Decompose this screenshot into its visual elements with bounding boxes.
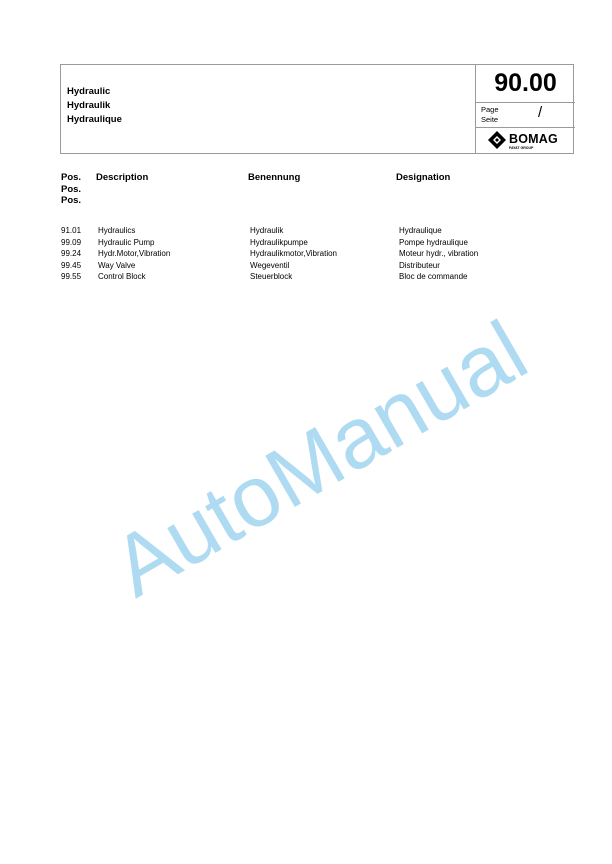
- page-cell: [476, 103, 575, 128]
- title-fr: Hydraulique: [67, 114, 122, 125]
- header-description: Description: [96, 172, 149, 183]
- row-description: Hydraulic Pump: [98, 237, 155, 247]
- row-description: Way Valve: [98, 260, 136, 270]
- row-benennung: Hydraulikpumpe: [250, 237, 308, 247]
- page-label-en: Page: [481, 105, 499, 114]
- row-designation: Pompe hydraulique: [399, 237, 468, 247]
- row-pos: 99.09: [61, 237, 82, 247]
- header-pos: Pos.: [61, 172, 82, 183]
- section-titles: [67, 85, 122, 127]
- logo-text: BOMAG: [509, 132, 558, 146]
- logo-subtext: FAYAT GROUP: [509, 146, 534, 150]
- row-benennung: Hydraulik: [250, 226, 284, 235]
- row-pos: 99.45: [61, 260, 82, 270]
- row-benennung: Wegeventil: [250, 260, 290, 270]
- watermark: AutoManual: [96, 302, 543, 616]
- row-description: Hydr.Motor,Vibration: [98, 249, 171, 258]
- page-label-de: Seite: [481, 115, 499, 124]
- table-row[interactable]: [60, 225, 580, 237]
- row-designation: Hydraulique: [399, 226, 442, 235]
- bomag-logo: [476, 128, 575, 154]
- table-row[interactable]: [60, 237, 580, 249]
- row-benennung: Steuerblock: [250, 272, 293, 281]
- title-en: Hydraulic: [67, 86, 111, 97]
- header-right-column: [475, 65, 575, 153]
- header-benennung: Benennung: [248, 172, 301, 183]
- row-designation: Distributeur: [399, 260, 440, 270]
- section-number: 90.00: [476, 65, 575, 103]
- header-box: [60, 64, 574, 154]
- title-de: Hydraulik: [67, 100, 111, 111]
- row-description: Hydraulics: [98, 226, 136, 235]
- parts-table: [60, 225, 580, 283]
- extra-pos-2: Pos.: [61, 195, 82, 206]
- page-value: /: [538, 104, 543, 121]
- table-row[interactable]: [60, 260, 580, 272]
- row-benennung: Hydraulikmotor,Vibration: [250, 249, 338, 258]
- bomag-logo-icon: [488, 131, 506, 149]
- header-designation: Designation: [396, 172, 451, 183]
- extra-pos-1: Pos.: [61, 183, 82, 195]
- table-row[interactable]: [60, 248, 580, 260]
- row-description: Control Block: [98, 272, 146, 281]
- page-labels: [481, 105, 499, 125]
- row-pos: 99.24: [61, 249, 82, 258]
- row-pos: 99.55: [61, 272, 82, 281]
- row-pos: 91.01: [61, 226, 82, 235]
- row-designation: Moteur hydr., vibration: [399, 249, 479, 258]
- row-designation: Bloc de commande: [399, 272, 468, 281]
- table-row[interactable]: [60, 271, 580, 283]
- extra-pos-labels: [61, 184, 81, 207]
